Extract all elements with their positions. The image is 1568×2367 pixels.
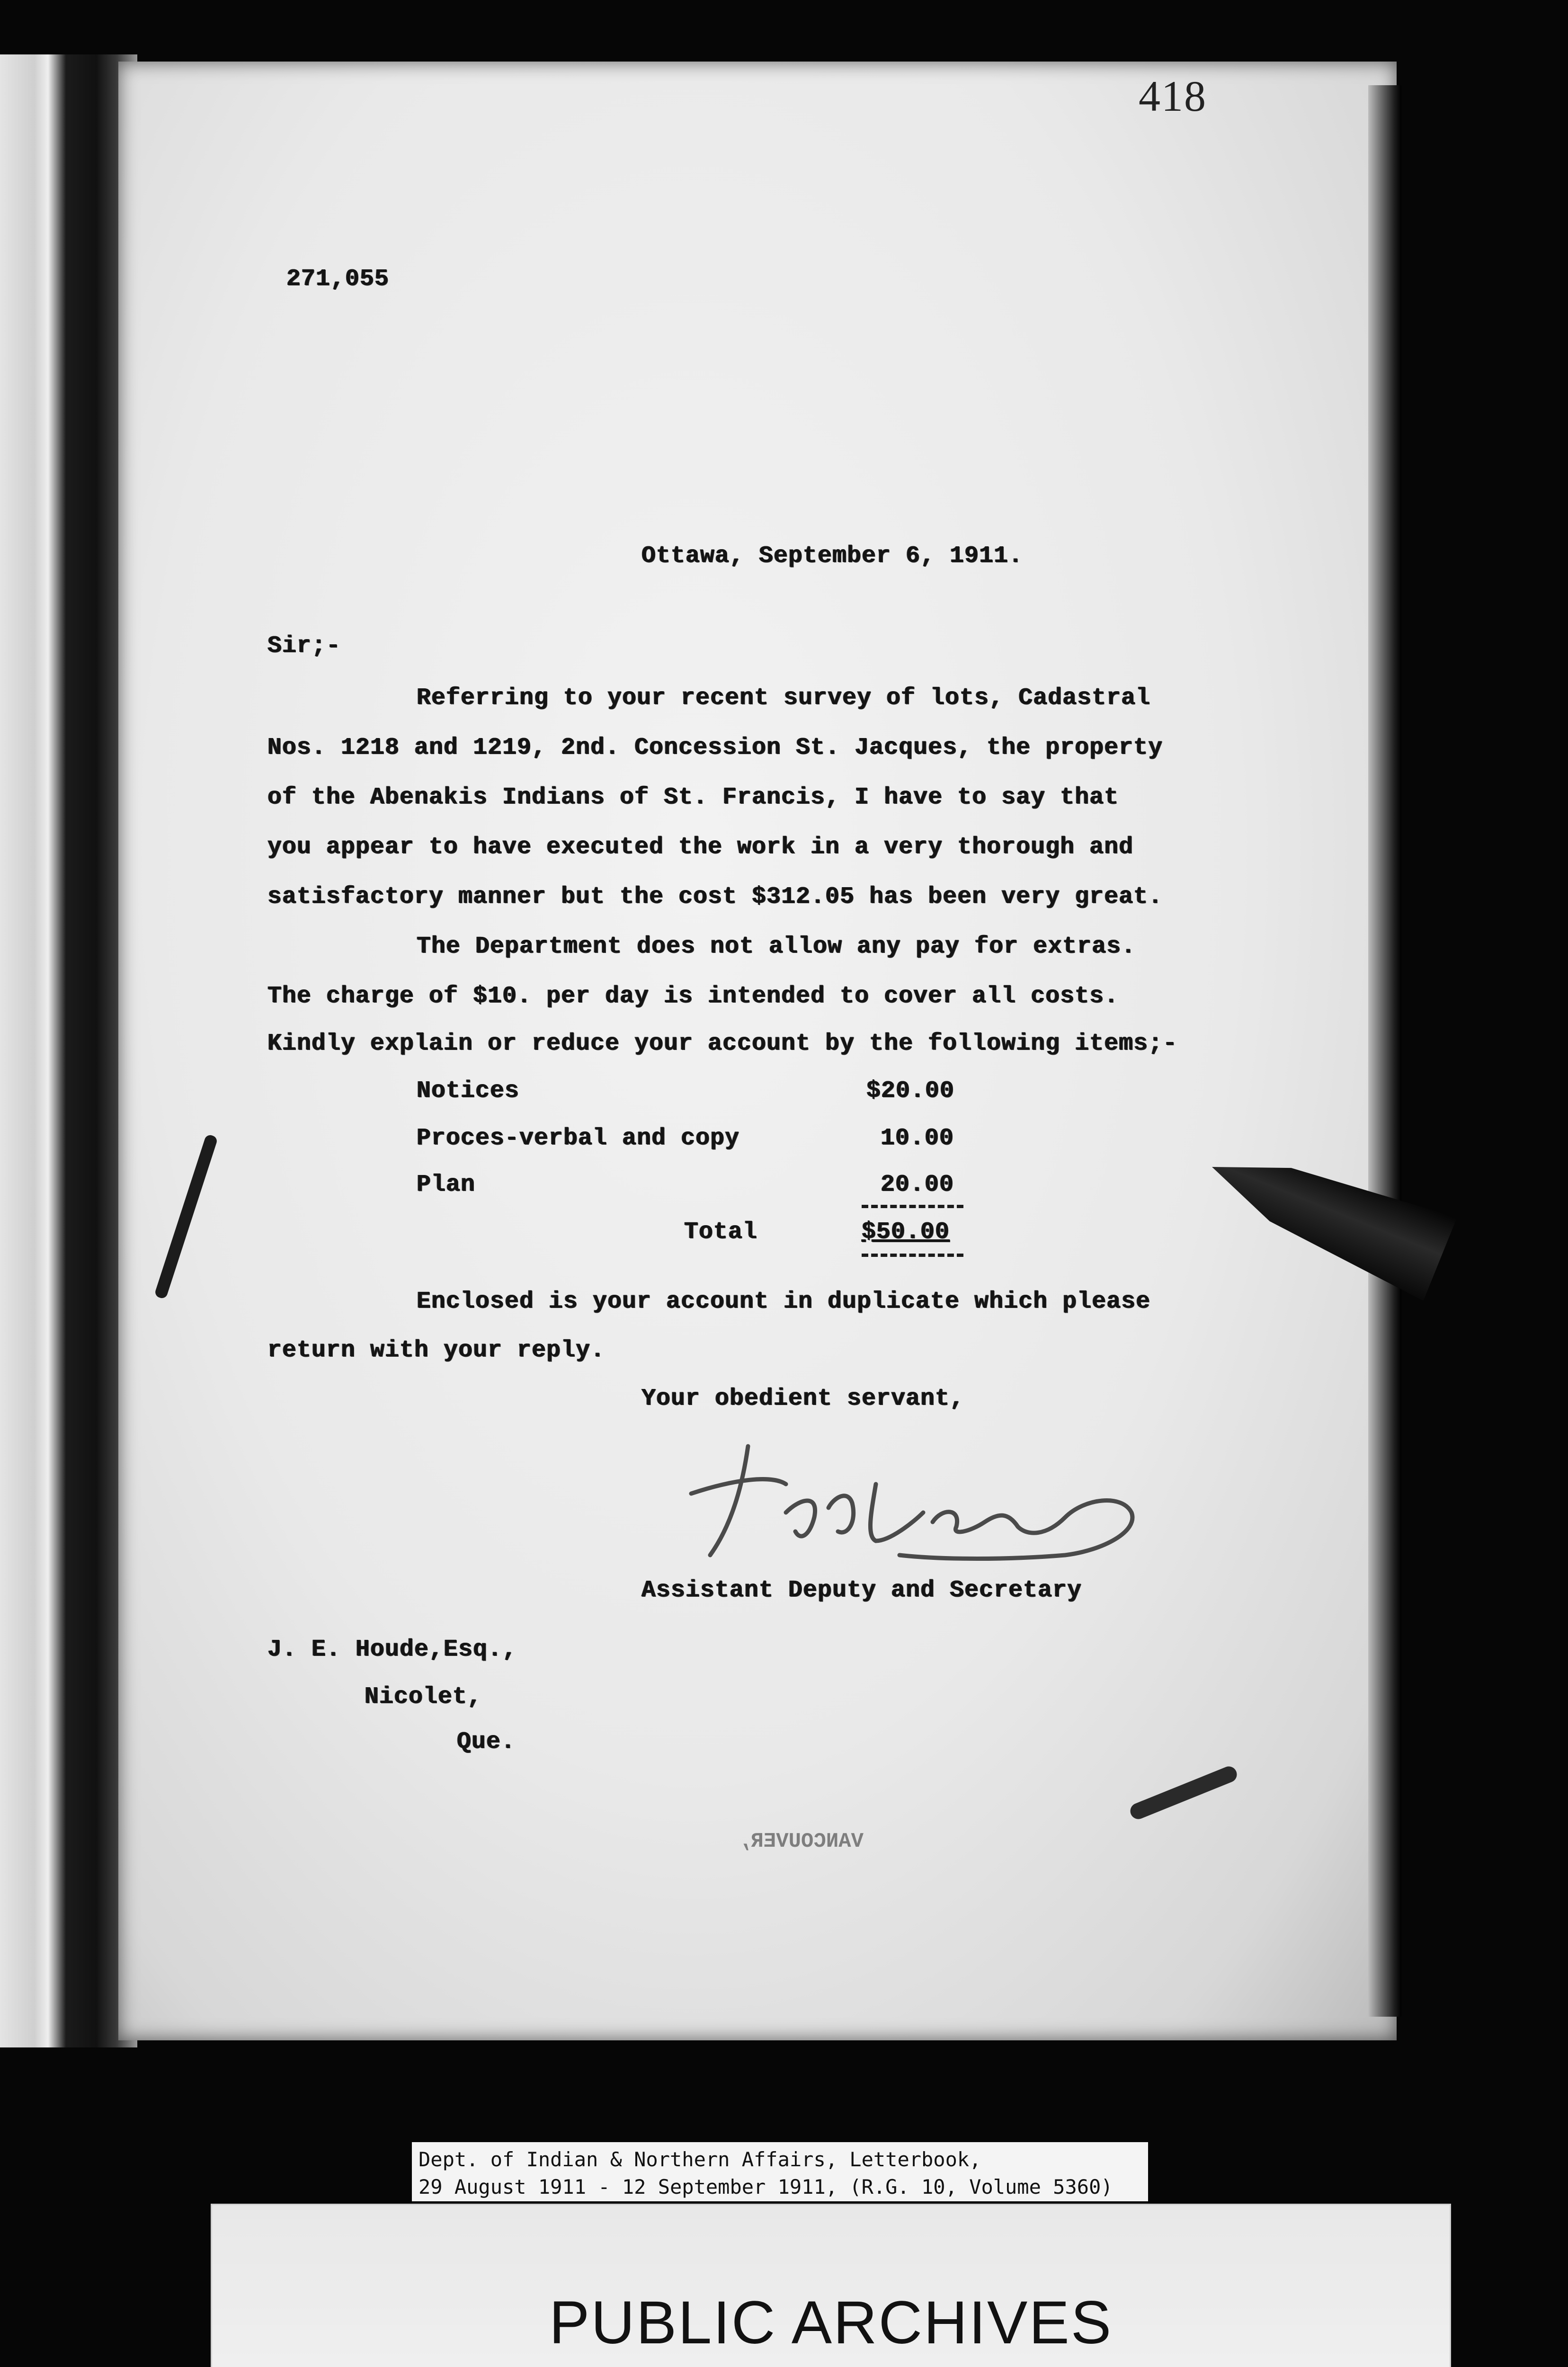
total-amount: $50.00 — [862, 1219, 950, 1246]
text-line: of the Abenakis Indians of St. Francis, I have to say that — [267, 784, 1119, 811]
folio-number: 418 — [1139, 72, 1207, 120]
total-rule-bottom — [862, 1254, 963, 1257]
text-line: Kindly explain or reduce your account by the following items;- — [267, 1030, 1178, 1057]
dateline: Ottawa, September 6, 1911. — [641, 543, 1024, 570]
text-line: The Department does not allow any pay for extras. — [417, 933, 1136, 960]
text-line: satisfactory manner but the cost $312.05 has been very great. — [267, 883, 1163, 910]
text-line: you appear to have executed the work in a very thorough and — [267, 834, 1134, 861]
archive-caption — [412, 2142, 1148, 2201]
addressee-name: J. E. Houde,Esq., — [267, 1636, 517, 1663]
text-line: return with your reply. — [267, 1337, 606, 1364]
item-amount: $20.00 — [866, 1077, 955, 1104]
binding-fold — [0, 54, 137, 2047]
bleed-through-text: VANCOUVER, — [739, 1830, 864, 1853]
text-line: The charge of $10. per day is intended to cover all costs. — [267, 983, 1119, 1010]
text-line: Enclosed is your account in duplicate which please — [417, 1288, 1151, 1315]
item-label: Plan — [417, 1171, 476, 1198]
addressee-town: Nicolet, — [365, 1683, 482, 1710]
page-edge-shadow — [1368, 85, 1401, 2017]
text-line: Nos. 1218 and 1219, 2nd. Concession St. Jacques, the property — [267, 734, 1163, 761]
addressee-province: Que. — [457, 1728, 516, 1755]
closing: Your obedient servant, — [641, 1385, 965, 1412]
item-label: Notices — [417, 1077, 520, 1104]
total-label: Total — [684, 1219, 758, 1246]
salutation: Sir;- — [267, 632, 341, 659]
caption-line: 29 August 1911 - 12 September 1911, (R.G. 10, Volume 5360) — [419, 2175, 1113, 2198]
item-amount: 10.00 — [881, 1125, 954, 1152]
file-number: 271,055 — [286, 266, 390, 293]
caption-line: Dept. of Indian & Northern Affairs, Letterbook, — [419, 2148, 981, 2171]
text-line: Referring to your recent survey of lots, Cadastral — [417, 685, 1151, 712]
item-label: Proces-verbal and copy — [417, 1125, 740, 1152]
total-rule-top — [862, 1205, 963, 1208]
archives-title-english: PUBLIC ARCHIVES — [549, 2289, 1113, 2357]
public-archives-card — [211, 2204, 1451, 2367]
handwritten-signature — [677, 1442, 1141, 1584]
item-amount: 20.00 — [881, 1171, 954, 1198]
signatory-title: Assistant Deputy and Secretary — [641, 1577, 1082, 1604]
